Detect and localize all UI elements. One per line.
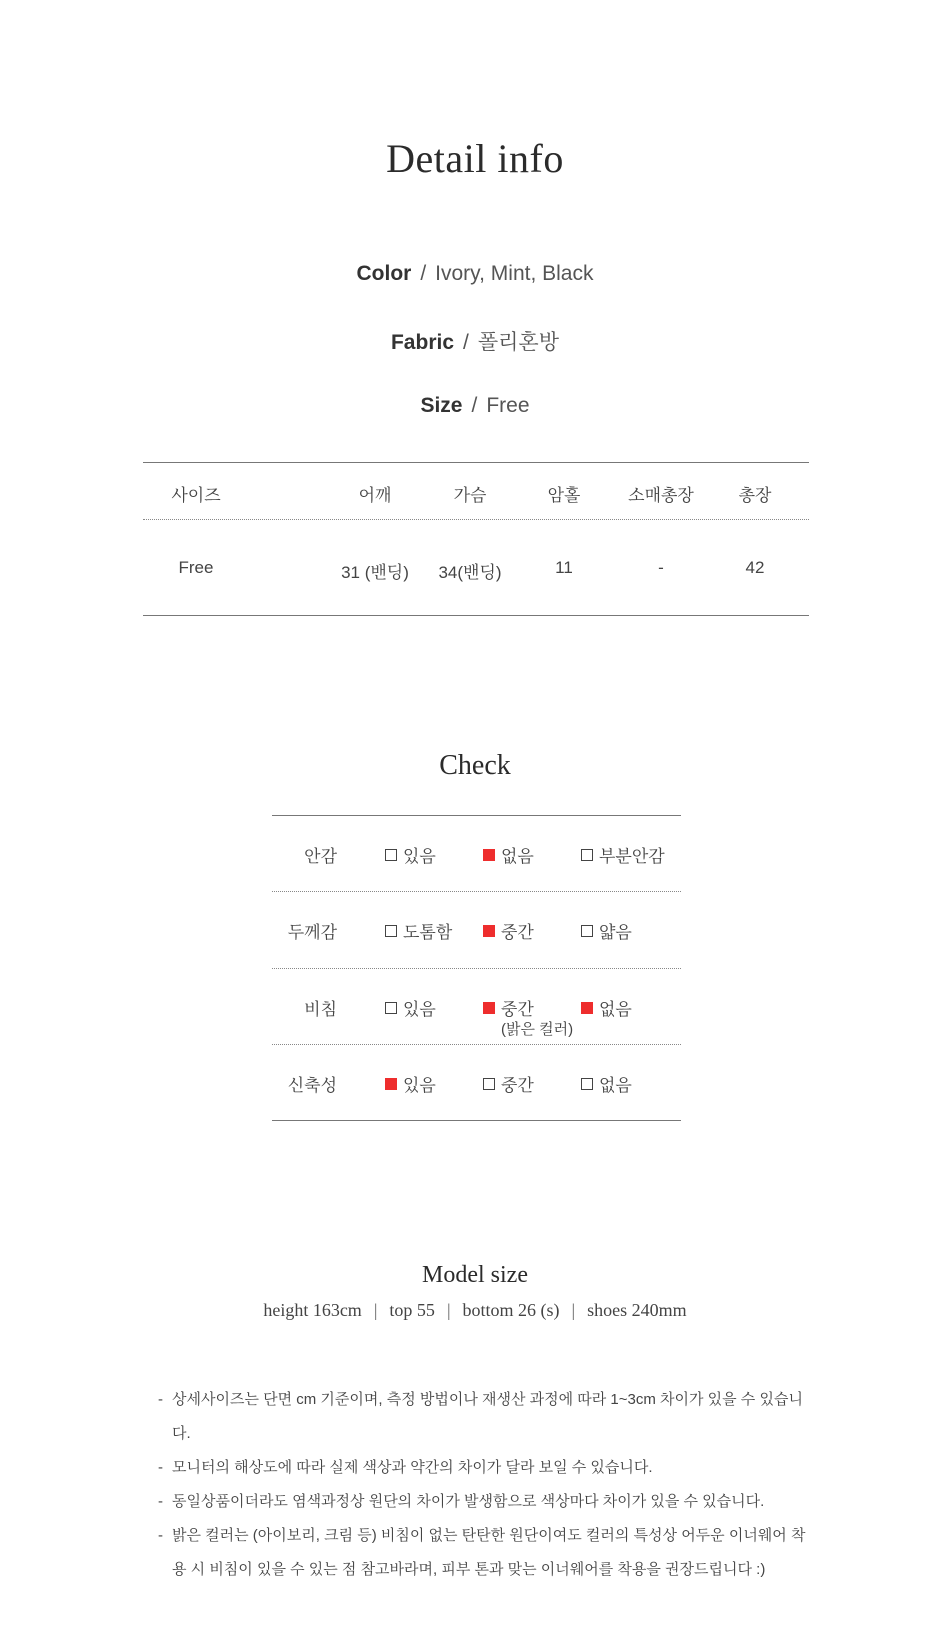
spec-fabric-value: 폴리혼방	[477, 331, 560, 354]
note-dash: -	[158, 1493, 163, 1510]
check-option-label: 없음	[501, 847, 534, 866]
check-row-label: 비침	[304, 1000, 337, 1019]
page-title: Detail info	[386, 136, 564, 181]
check-option	[385, 918, 452, 943]
spec-separator: /	[463, 331, 469, 354]
size-table-cell: 31 (밴딩)	[341, 563, 409, 582]
model-top: top 55	[389, 1300, 435, 1320]
spec-size-value: Free	[486, 394, 530, 417]
check-option	[483, 1071, 534, 1096]
check-option-label: 있음	[403, 1076, 436, 1095]
spec-size-label: Size	[420, 394, 463, 417]
check-option	[581, 995, 632, 1020]
checkbox-icon	[581, 925, 593, 937]
note-item	[158, 1519, 818, 1587]
table-header-divider	[143, 519, 809, 520]
table-bottom-rule	[143, 615, 809, 616]
check-option-label: 중간	[501, 1076, 534, 1095]
check-row-label: 두께감	[287, 923, 337, 942]
check-option-label: 중간	[501, 923, 534, 942]
note-text: 모니터의 해상도에 따라 실제 색상과 약간의 차이가 달라 보일 수 있습니다.	[172, 1459, 653, 1476]
size-table-header: 총장	[738, 486, 772, 505]
model-bottom: bottom 26 (s)	[462, 1300, 560, 1320]
model-separator: |	[446, 1300, 451, 1320]
spec-fabric-label: Fabric	[390, 331, 455, 354]
checkbox-icon	[385, 1002, 397, 1014]
checkbox-checked-icon	[483, 925, 495, 937]
check-option	[385, 842, 436, 867]
model-size-line	[0, 1300, 950, 1321]
note-text: 동일상품이더라도 염색과정상 원단의 차이가 발생함으로 색상마다 차이가 있을 수 있습니다.	[172, 1493, 765, 1510]
spec-color-value: Ivory, Mint, Black	[435, 262, 594, 285]
checkbox-checked-icon	[483, 1002, 495, 1014]
note-text: 상세사이즈는 단면 cm 기준이며, 측정 방법이나 재생산 과정에 따라 1~3cm 차이가 있을 수 있습니다.	[172, 1391, 803, 1442]
note-dash: -	[158, 1459, 163, 1476]
model-separator: |	[373, 1300, 378, 1320]
size-table-header: 어깨	[358, 486, 392, 505]
size-table-cell: 42	[745, 558, 765, 577]
check-row-divider	[272, 1044, 681, 1045]
note-text: 밝은 컬러는 (아이보리, 크림 등) 비침이 없는 탄탄한 원단이여도 컬러의 특성상 어두운 이너웨어 착용 시 비침이 있을 수 있는 점 참고바라며, 피부 톤과 맞는 이너웨어를 착용을 권장드립니다 :)	[172, 1527, 806, 1578]
note-item	[158, 1485, 818, 1519]
note-item	[158, 1383, 818, 1451]
model-separator: |	[571, 1300, 576, 1320]
notes-list	[158, 1383, 818, 1587]
spec-color	[0, 262, 950, 286]
check-top-rule	[272, 815, 681, 816]
spec-color-label: Color	[356, 262, 412, 285]
check-option	[385, 1071, 436, 1096]
check-row-label: 안감	[304, 847, 337, 866]
checkbox-icon	[385, 849, 397, 861]
check-row-divider	[272, 968, 681, 969]
checkbox-icon	[483, 1078, 495, 1090]
spec-size	[0, 394, 950, 418]
check-row-label: 신축성	[287, 1076, 337, 1095]
check-option	[483, 842, 534, 867]
checkbox-icon	[385, 925, 397, 937]
checkbox-checked-icon	[483, 849, 495, 861]
note-dash: -	[158, 1527, 163, 1544]
note-dash: -	[158, 1391, 163, 1408]
spec-fabric	[0, 326, 950, 356]
check-table	[272, 815, 681, 1122]
check-option-label: 있음	[403, 847, 436, 866]
model-height: height 163cm	[263, 1300, 362, 1320]
note-item	[158, 1451, 818, 1485]
check-note: (밝은 컬러)	[501, 1021, 574, 1038]
size-table-cell: Free	[178, 558, 214, 577]
checkbox-checked-icon	[581, 1002, 593, 1014]
checkbox-icon	[581, 849, 593, 861]
size-table	[143, 462, 809, 617]
size-table-header: 가슴	[453, 486, 487, 505]
check-row-divider	[272, 891, 681, 892]
size-table-header: 소매총장	[628, 486, 694, 505]
size-table-header: 사이즈	[171, 486, 221, 505]
size-table-cell: 11	[555, 558, 573, 577]
check-option	[581, 842, 665, 867]
spec-separator: /	[420, 262, 427, 285]
check-option	[581, 918, 632, 943]
check-option	[483, 918, 534, 943]
check-option	[483, 995, 534, 1020]
check-option-label: 얇음	[599, 923, 632, 942]
check-option-label: 도톰함	[403, 923, 453, 942]
check-title: Check	[439, 750, 511, 781]
check-option-label: 중간	[501, 1000, 534, 1019]
check-option	[385, 995, 436, 1020]
check-option-label: 없음	[599, 1000, 632, 1019]
spec-separator: /	[471, 394, 478, 417]
size-table-header: 암홀	[547, 486, 581, 505]
check-option-label: 없음	[599, 1076, 632, 1095]
size-table-cell: 34(밴딩)	[438, 563, 502, 582]
checkbox-icon	[581, 1078, 593, 1090]
check-option-label: 있음	[403, 1000, 436, 1019]
size-table-cell: -	[658, 558, 664, 577]
table-top-rule	[143, 462, 809, 463]
check-bottom-rule	[272, 1120, 681, 1121]
model-size-title: Model size	[422, 1262, 528, 1288]
check-option	[581, 1071, 632, 1096]
model-shoes: shoes 240mm	[587, 1300, 687, 1320]
checkbox-checked-icon	[385, 1078, 397, 1090]
check-option-label: 부분안감	[599, 847, 665, 866]
